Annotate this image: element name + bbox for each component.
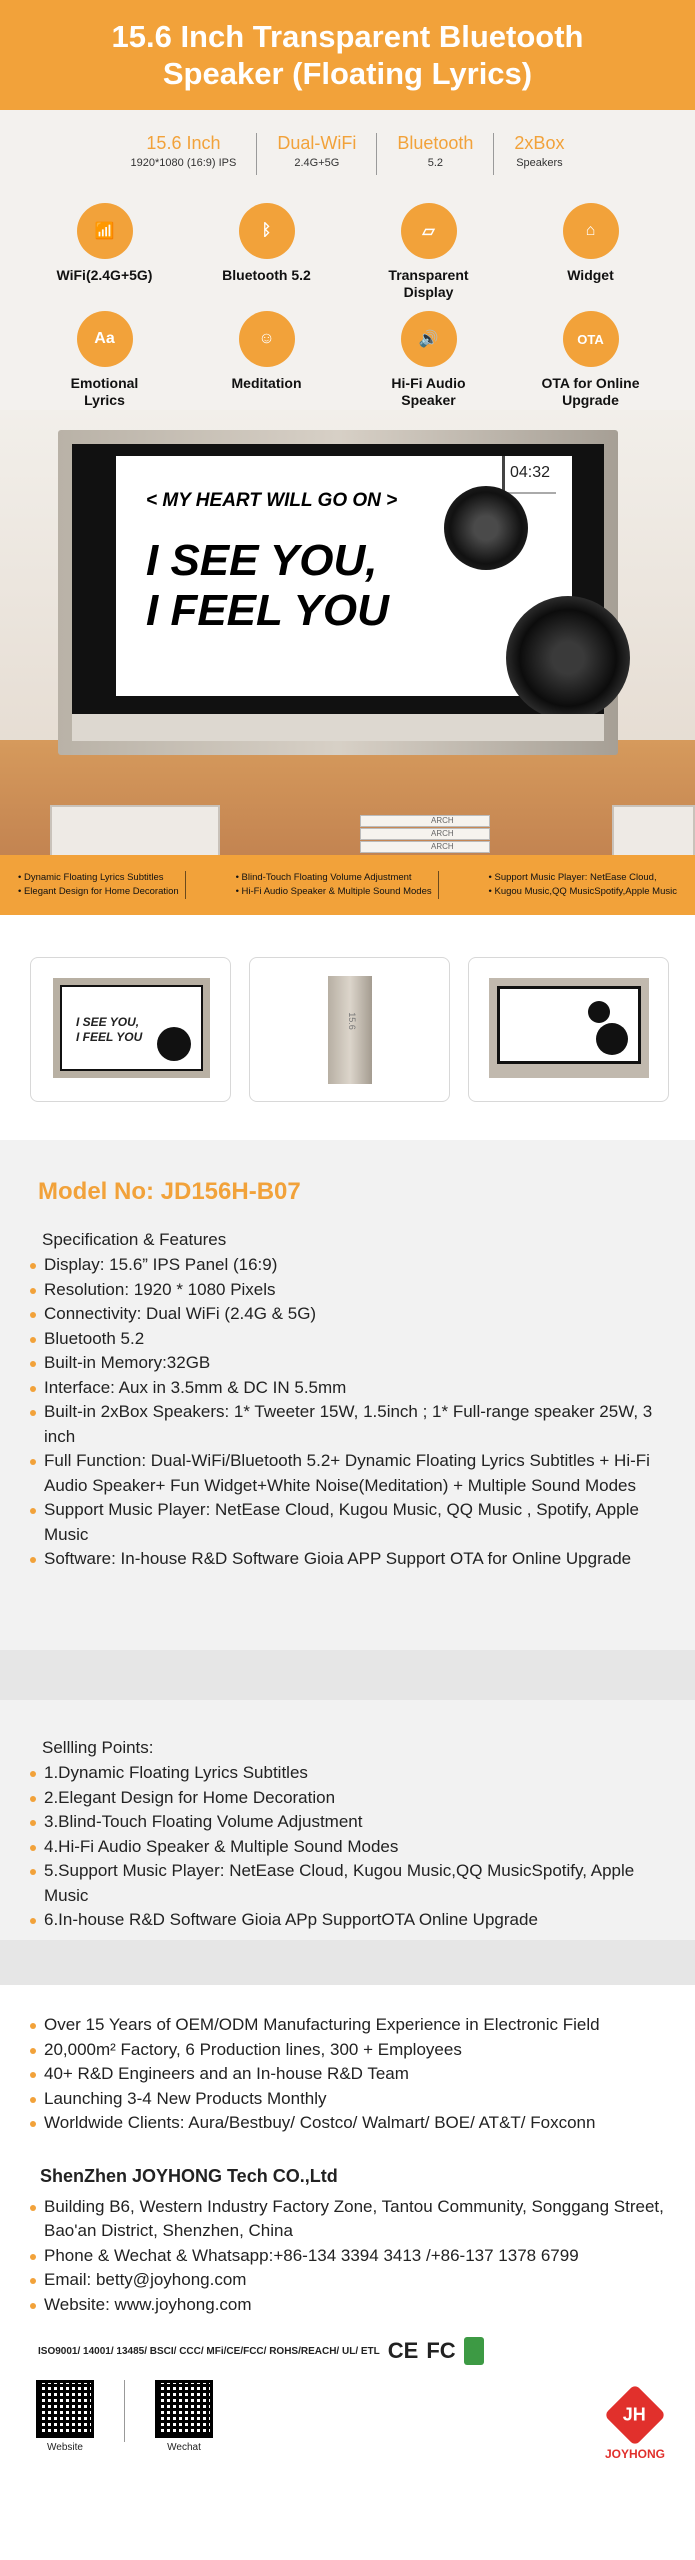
feature-display (374, 203, 484, 301)
spec-sub: 2.4G+5G (294, 157, 340, 169)
list-item: Launching 3-4 New Products Monthly (30, 2087, 665, 2112)
thumb-frame (53, 978, 210, 1078)
highlight-col (230, 871, 439, 899)
phone: Phone & Wechat & Whatsapp:+86-134 3394 3413 /+86-137 1378 6799 (30, 2244, 665, 2269)
spec-overview (0, 110, 695, 410)
highlight-item: • Kugou Music,QQ MusicSpotify,Apple Music (488, 886, 677, 897)
wifi-icon: 📶 (77, 203, 133, 259)
meditation-icon: ☺ (239, 311, 295, 367)
clock: 04:32 (509, 464, 550, 481)
tweeter-speaker (444, 486, 528, 570)
list-item: 40+ R&D Engineers and an In-house R&D Team (30, 2062, 665, 2087)
thumb-screen (497, 986, 641, 1064)
feature-label: Emotional Lyrics (70, 375, 139, 408)
lyric-title: < MY HEART WILL GO ON > (146, 490, 398, 511)
company-facts (30, 2013, 665, 2136)
list-item: Worldwide Clients: Aura/Bestbuy/ Costco/ Walmart/ BOE/ AT&T/ Foxconn (30, 2111, 665, 2136)
lyric-line: I FEEL YOU (146, 586, 389, 635)
spec-value: Dual-WiFi (277, 133, 357, 153)
speaker-icon: 🔊 (401, 311, 457, 367)
speaker-device (58, 430, 618, 755)
feature-lyrics (50, 311, 160, 409)
list-item: Software: In-house R&D Software Gioia APP Support OTA for Online Upgrade (30, 1547, 665, 1572)
feature-label: Widget (567, 267, 614, 283)
selling-list (30, 1761, 665, 1933)
feature-label: OTA for Online Upgrade (541, 375, 640, 408)
feature-wifi (50, 203, 160, 301)
cert-list: ISO9001/ 14001/ 13485/ BSCI/ CCC/ MFi/CE/FCC/ ROHS/REACH/ UL/ ETL (38, 2345, 380, 2357)
feature-ota (536, 311, 646, 409)
product-photo (0, 410, 695, 915)
book: ARCH (360, 815, 490, 827)
rohs-icon (464, 2337, 484, 2365)
highlight-item: • Elegant Design for Home Decoration (18, 886, 179, 897)
spec-display (111, 133, 258, 175)
thumb-speaker (157, 1027, 191, 1061)
display-icon: ▱ (401, 203, 457, 259)
email-link[interactable]: Email: betty@joyhong.com (30, 2268, 665, 2293)
feature-label: Transparent Display (388, 267, 469, 300)
spec-bluetooth (377, 133, 494, 175)
list-item: Display: 15.6” IPS Panel (16:9) (30, 1253, 665, 1278)
feature-widget (536, 203, 646, 301)
spec-list (30, 1253, 665, 1572)
list-item: Resolution: 1920 * 1080 Pixels (30, 1278, 665, 1303)
device-base (72, 714, 604, 741)
qr-website[interactable] (34, 2380, 96, 2453)
fcc-icon: FC (426, 2338, 456, 2363)
highlight-item: • Hi-Fi Audio Speaker & Multiple Sound Modes (235, 886, 432, 897)
contact-list (30, 2195, 665, 2318)
spec-value: 2xBox (514, 133, 565, 153)
qr-code-icon (155, 2380, 213, 2438)
spec-wifi (257, 133, 377, 175)
title-banner (0, 0, 695, 110)
thumb-side-view (328, 976, 372, 1084)
device-frame (72, 444, 604, 714)
highlight-item: • Support Music Player: NetEase Cloud, (488, 872, 657, 883)
list-item: Over 15 Years of OEM/ODM Manufacturing Experience in Electronic Field (30, 2013, 665, 2038)
list-item: Connectivity: Dual WiFi (2.4G & 5G) (30, 1302, 665, 1327)
qr-code-icon (36, 2380, 94, 2438)
divider (0, 1650, 695, 1700)
highlight-item: • Blind-Touch Floating Volume Adjustment (235, 872, 412, 883)
lyric-main (146, 536, 389, 636)
qr-wechat[interactable] (153, 2380, 215, 2453)
book: ARCH (360, 841, 490, 853)
thumb-speaker (596, 1023, 628, 1055)
highlight-item: • Dynamic Floating Lyrics Subtitles (18, 872, 164, 883)
divider (0, 1940, 695, 1985)
certifications (38, 2337, 665, 2365)
model-number: Model No: JD156H-B07 (38, 1178, 301, 1205)
feature-label: WiFi(2.4G+5G) (56, 267, 153, 283)
spec-section (0, 1140, 695, 1650)
list-item: 3.Blind-Touch Floating Volume Adjustment (30, 1810, 665, 1835)
highlights-bar (0, 855, 695, 915)
thumb-lyric-line: I FEEL YOU (76, 1030, 143, 1044)
logo-name: JOYHONG (604, 2447, 665, 2461)
feature-hifi (374, 311, 484, 409)
spec-sub: 5.2 (427, 157, 444, 169)
feature-grid (0, 203, 695, 409)
widget-icon: ⌂ (563, 203, 619, 259)
list-item: 6.In-house R&D Software Gioia APp SupportOTA Online Upgrade (30, 1908, 665, 1933)
fullrange-speaker (506, 596, 630, 720)
list-item: Built-in 2xBox Speakers: 1* Tweeter 15W, 1.5inch ; 1* Full-range speaker 25W, 3 inch (30, 1400, 665, 1449)
selling-points (0, 1700, 695, 1940)
list-item: Built-in Memory:32GB (30, 1351, 665, 1376)
logo-icon (604, 2384, 666, 2446)
thumb-lyrics (76, 1015, 142, 1045)
feature-bluetooth (212, 203, 322, 301)
spec-sub: 1920*1080 (16:9) IPS (130, 157, 237, 169)
thumb-screen (60, 985, 203, 1071)
lyrics-icon: Aa (77, 311, 133, 367)
feature-meditation (212, 311, 322, 409)
list-item: 5.Support Music Player: NetEase Cloud, Kugou Music,QQ MusicSpotify, Apple Music (30, 1859, 665, 1908)
list-item: 2.Elegant Design for Home Decoration (30, 1786, 665, 1811)
thumbnail-row (0, 915, 695, 1140)
list-item: 1.Dynamic Floating Lyrics Subtitles (30, 1761, 665, 1786)
feature-label: Hi-Fi Audio Speaker (391, 375, 466, 408)
thumb-speaker (588, 1001, 610, 1023)
page-title: 15.6 Inch Transparent Bluetooth Speaker (Floating Lyrics) (111, 19, 584, 91)
logo-mark: JH (623, 2404, 647, 2425)
spec-heading: Specification & Features (42, 1230, 227, 1249)
list-item: 20,000m² Factory, 6 Production lines, 300 + Employees (30, 2038, 665, 2063)
qr-caption: Wechat (167, 2442, 201, 2453)
brand-logo (605, 2393, 665, 2461)
thumbnail-front[interactable] (30, 957, 231, 1102)
spec-value: Bluetooth (397, 133, 474, 153)
book: ARCH (360, 828, 490, 840)
spec-summary (0, 110, 695, 175)
bluetooth-icon: ᛒ (239, 203, 295, 259)
feature-label: Meditation (231, 375, 302, 391)
company-name: ShenZhen JOYHONG Tech CO.,Ltd (40, 2165, 338, 2186)
ce-icon: CE (387, 2338, 419, 2363)
qr-separator (124, 2380, 125, 2442)
thumb-frame (489, 978, 649, 1078)
feature-label: Bluetooth 5.2 (222, 267, 311, 283)
address: Building B6, Western Industry Factory Zone, Tantou Community, Songgang Street, Bao'an District, Shenzhen, China (30, 2195, 665, 2244)
list-item: Interface: Aux in 3.5mm & DC IN 5.5mm (30, 1376, 665, 1401)
qr-codes (34, 2380, 215, 2453)
thumbnail-side[interactable] (249, 957, 450, 1102)
device-screen (116, 456, 572, 696)
website-link[interactable]: Website: www.joyhong.com (30, 2293, 665, 2318)
thumb-lyric-line: I SEE YOU, (76, 1015, 140, 1029)
spec-value: 15.6 Inch (146, 133, 221, 153)
lyric-line: I SEE YOU, (146, 536, 378, 585)
list-item: Support Music Player: NetEase Cloud, Kugou Music, QQ Music , Spotify, Apple Music (30, 1498, 665, 1547)
selling-heading: Sellling Points: (42, 1738, 154, 1757)
spec-speakers (494, 133, 584, 175)
list-item: Bluetooth 5.2 (30, 1327, 665, 1352)
spec-sub: Speakers (516, 157, 563, 169)
ota-icon: OTA (563, 311, 619, 367)
qr-caption: Website (47, 2442, 83, 2453)
thumbnail-back[interactable] (468, 957, 669, 1102)
highlight-col (12, 871, 186, 899)
list-item: 4.Hi-Fi Audio Speaker & Multiple Sound Modes (30, 1835, 665, 1860)
company-section (0, 1985, 695, 2480)
highlight-col (483, 871, 683, 899)
thumb-side-label: 15.6 (346, 1012, 357, 1030)
list-item: Full Function: Dual-WiFi/Bluetooth 5.2+ Dynamic Floating Lyrics Subtitles + Hi-Fi Audio Speaker+ Fun Widget+White Noise(Meditation) + Multiple Sound Modes (30, 1449, 665, 1498)
